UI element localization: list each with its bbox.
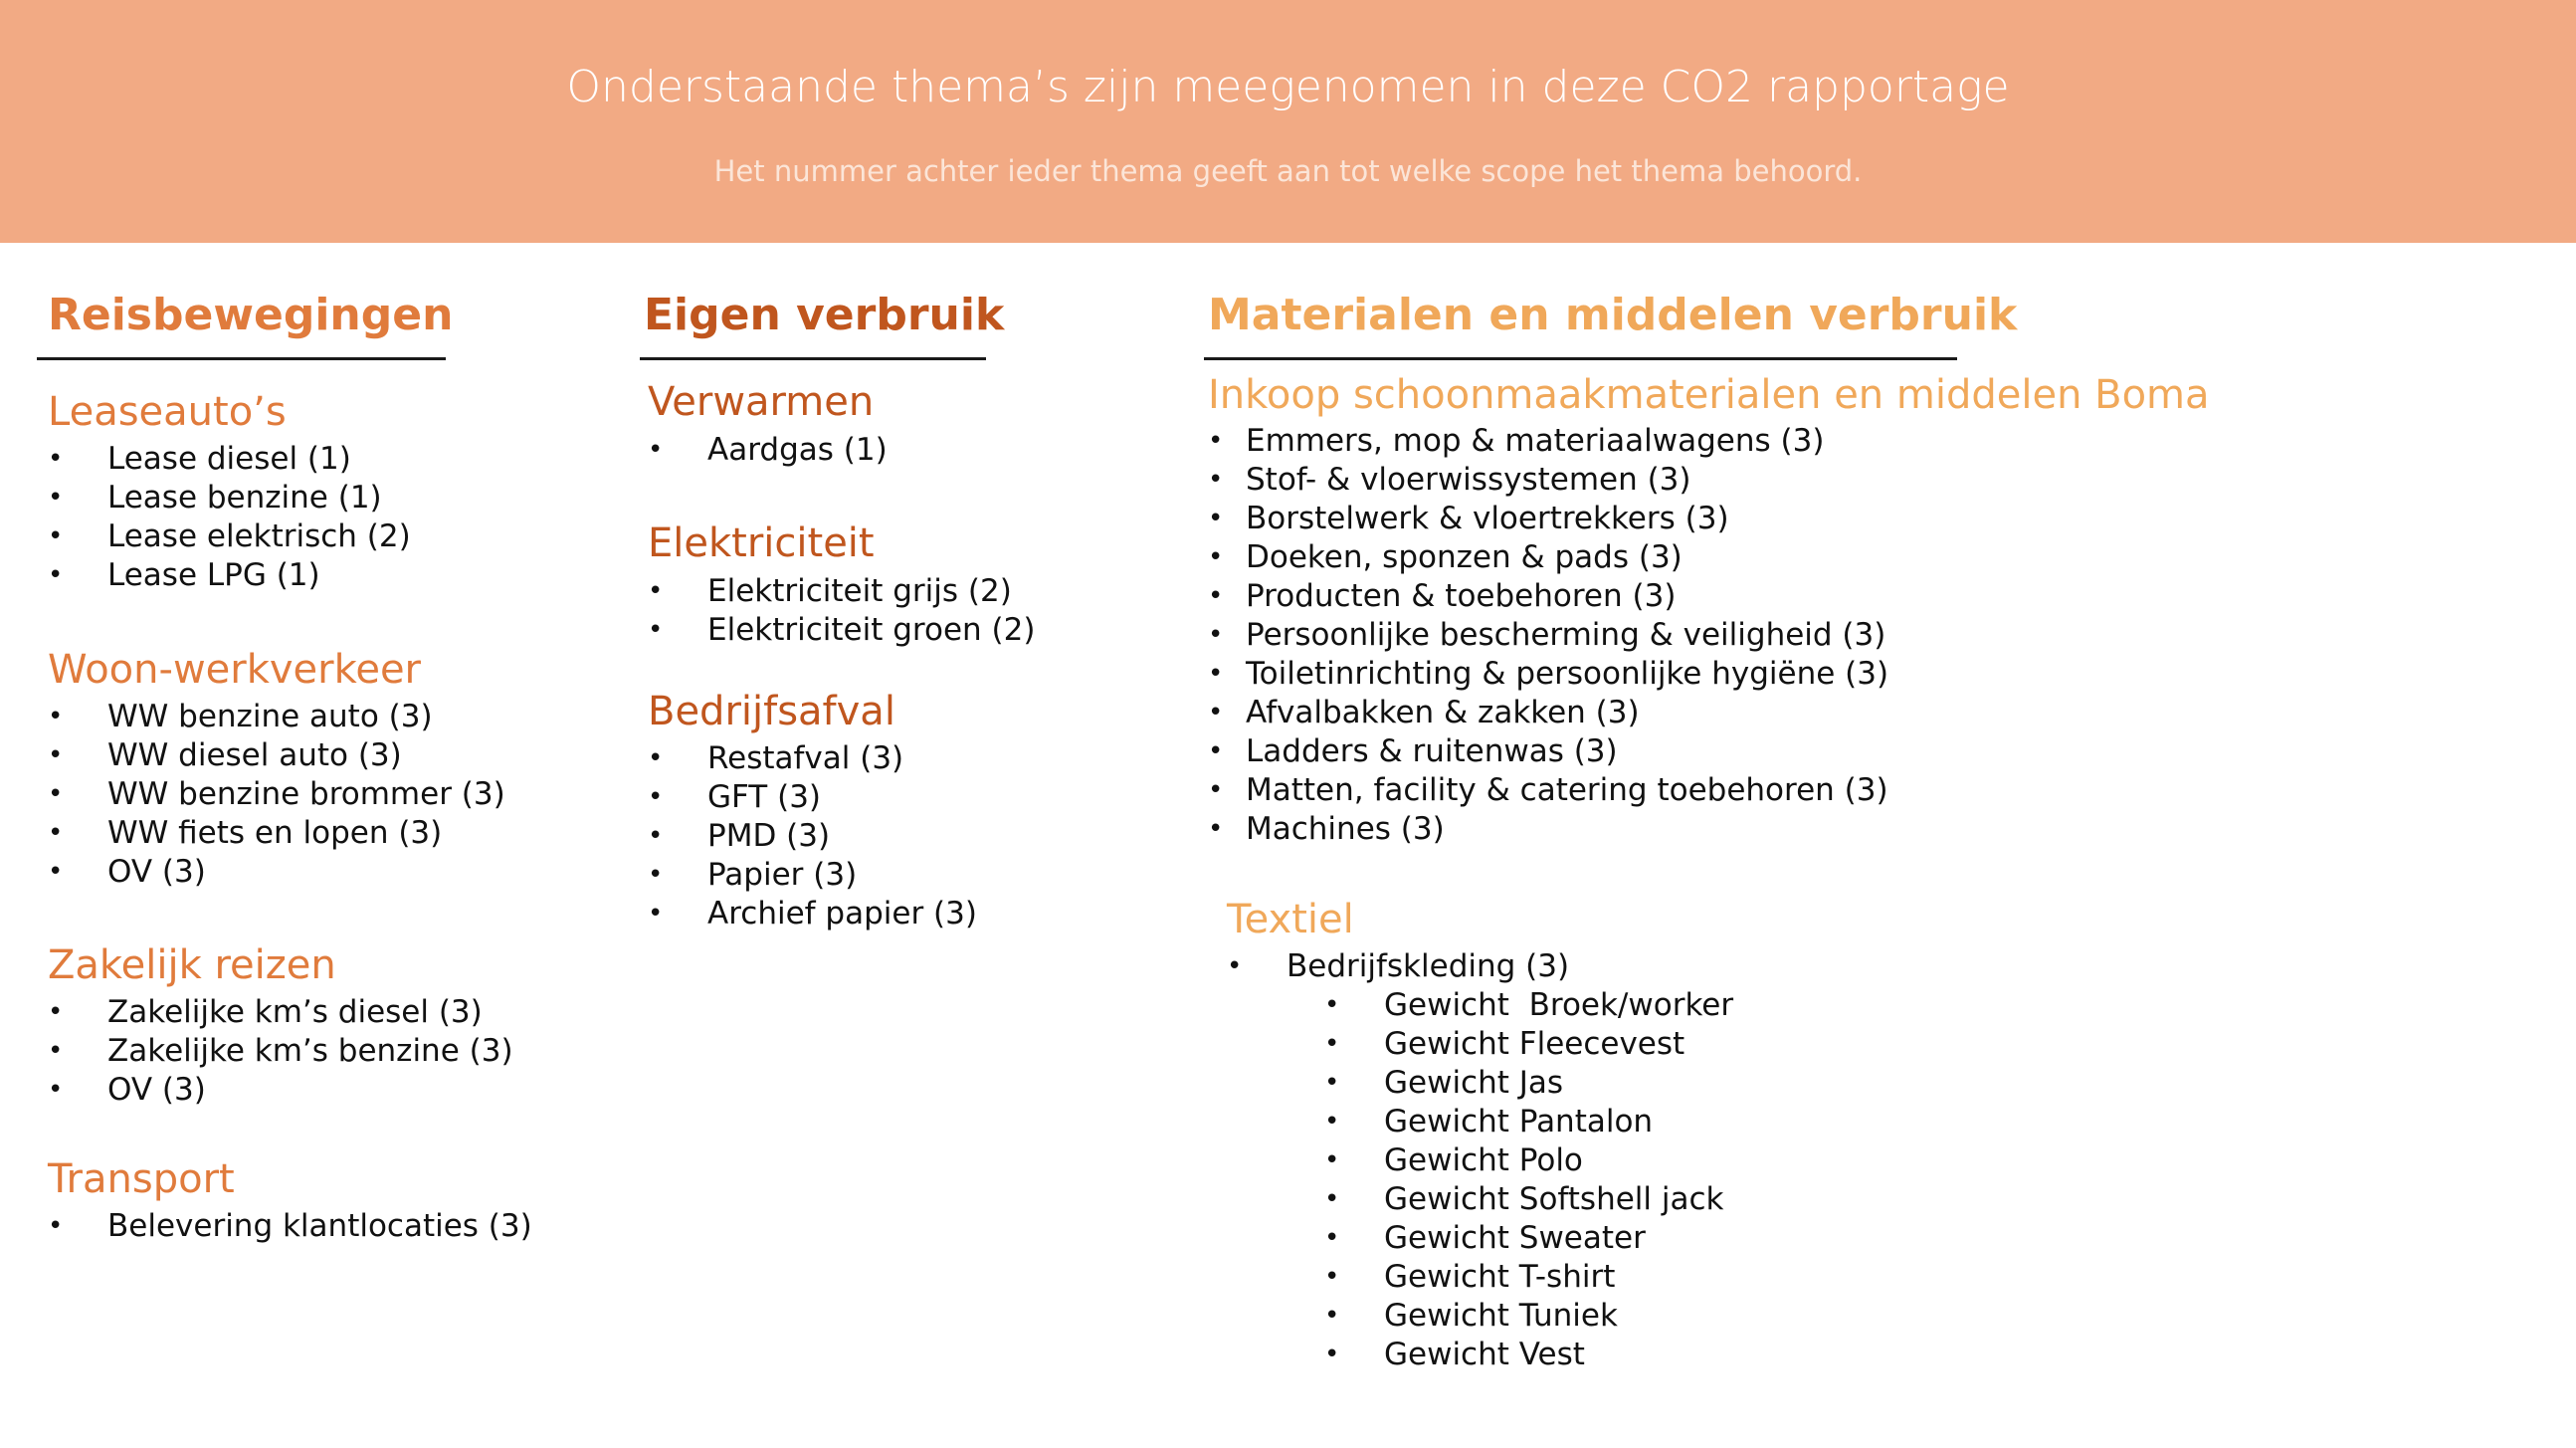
bullet-icon: • <box>1227 951 1243 981</box>
bullet-icon: • <box>48 997 64 1027</box>
heading-underline-eigen-verbruik <box>640 357 986 360</box>
bullet-icon: • <box>1208 581 1224 611</box>
bullet-icon: • <box>48 444 64 474</box>
bullet-icon: • <box>648 821 664 851</box>
heading-eigen-verbruik: Eigen verbruik <box>644 290 1005 340</box>
section-title-woon-werkverkeer: Woon-werkverkeer <box>48 647 421 693</box>
bullet-icon: • <box>48 560 64 590</box>
page-title: Onderstaande thema’s zijn meegenomen in deze CO2 rapportage <box>566 62 2010 112</box>
page-subtitle: Het nummer achter ieder thema geeft aan tot welke scope het thema behoord. <box>713 154 1863 188</box>
bullet-icon: • <box>648 860 664 890</box>
header-banner <box>0 0 2576 243</box>
bullet-icon: • <box>48 740 64 770</box>
bullet-icon: • <box>1208 775 1224 805</box>
section-title-leaseautos: Leaseauto’s <box>48 389 287 435</box>
section-title-verwarmen: Verwarmen <box>648 379 875 425</box>
bullet-icon: • <box>48 818 64 848</box>
bullet-icon: • <box>48 483 64 513</box>
bullet-icon: • <box>48 1036 64 1066</box>
bullet-icon: • <box>48 1211 64 1241</box>
bullet-icon: • <box>1208 465 1224 495</box>
bullet-icon: • <box>48 779 64 809</box>
section-title-bedrijfsafval: Bedrijfsafval <box>648 689 895 734</box>
bullet-icon: • <box>1208 698 1224 727</box>
bullet-icon: • <box>48 857 64 887</box>
bullet-icon: • <box>1208 426 1224 456</box>
bullet-icon: • <box>1324 990 1340 1020</box>
bullet-icon: • <box>1208 504 1224 533</box>
bullet-icon: • <box>1324 1029 1340 1059</box>
bullet-icon: • <box>1324 1184 1340 1214</box>
bullet-icon: • <box>1208 659 1224 689</box>
bullet-icon: • <box>1324 1145 1340 1175</box>
bullet-icon: • <box>1208 620 1224 650</box>
bullet-icon: • <box>48 521 64 551</box>
bullet-icon: • <box>48 1075 64 1105</box>
heading-reisbewegingen: Reisbewegingen <box>48 290 454 340</box>
bullet-icon: • <box>1208 542 1224 572</box>
section-title-zakelijk-reizen: Zakelijk reizen <box>48 942 336 988</box>
bullet-icon: • <box>648 576 664 606</box>
bullet-icon: • <box>1324 1223 1340 1253</box>
bullet-icon: • <box>1324 1107 1340 1137</box>
bullet-icon: • <box>648 782 664 812</box>
bullet-icon: • <box>1324 1262 1340 1292</box>
section-title-transport: Transport <box>48 1156 235 1202</box>
section-title-textiel: Textiel <box>1227 897 1354 942</box>
bullet-icon: • <box>1208 736 1224 766</box>
bullet-icon: • <box>1324 1301 1340 1331</box>
bullet-icon: • <box>48 702 64 731</box>
heading-underline-reisbewegingen <box>37 357 446 360</box>
heading-underline-materialen <box>1204 357 1957 360</box>
bullet-icon: • <box>1324 1340 1340 1369</box>
section-title-elektriciteit: Elektriciteit <box>648 520 875 566</box>
heading-materialen: Materialen en middelen verbruik <box>1208 290 2018 340</box>
bullet-icon: • <box>648 615 664 645</box>
bullet-icon: • <box>648 435 664 465</box>
bullet-icon: • <box>648 743 664 773</box>
bullet-icon: • <box>1324 1068 1340 1098</box>
bullet-icon: • <box>648 899 664 929</box>
section-title-inkoop: Inkoop schoonmaakmaterialen en middelen Boma <box>1208 372 2210 418</box>
bullet-icon: • <box>1208 814 1224 844</box>
